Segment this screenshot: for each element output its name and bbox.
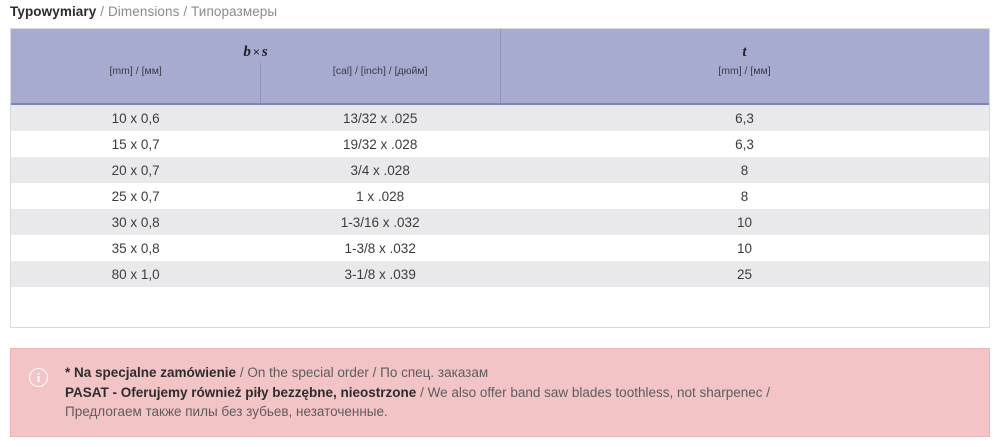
header-cell-b-x-s: [11, 29, 500, 63]
note-line-2: [65, 383, 973, 403]
page-title-sep-2: /: [179, 4, 192, 19]
cell-t: 6,3: [500, 131, 989, 157]
note-line-3: Предлогаем также пилы без зубьев, незаточенные.: [65, 404, 388, 420]
note-line-1-bold: * Na specjalne zamówienie: [65, 365, 237, 380]
table-row: [11, 209, 989, 235]
cell-bs-inch: 3-1/8 x .039: [260, 261, 500, 287]
cell-bs-inch: 1-3/8 x .032: [260, 235, 500, 261]
page-title-en: Dimensions: [107, 4, 180, 19]
spacer-cell: [500, 287, 989, 327]
cell-t: 8: [500, 157, 989, 183]
table-row: [11, 157, 989, 183]
cell-t: 10: [500, 235, 989, 261]
page-title-sep-1: /: [96, 4, 108, 19]
symbol-s: s: [261, 44, 268, 60]
cell-bs-mm: 80 x 1,0: [11, 261, 260, 287]
cell-bs-mm: 20 x 0,7: [11, 157, 260, 183]
cell-t: 10: [500, 209, 989, 235]
cell-bs-inch: 3/4 x .028: [260, 157, 500, 183]
spacer-cell: [260, 287, 500, 327]
cell-bs-mm: 30 x 0,8: [11, 209, 260, 235]
table-row: [11, 104, 989, 131]
cell-t: 25: [500, 261, 989, 287]
note-line-1: [65, 363, 973, 383]
page-title-ru: Типоразмеры: [191, 4, 278, 19]
note-line-2-bold: PASAT - Oferujemy również piły bezzębne, nieostrzone: [65, 384, 417, 400]
cell-bs-mm: 15 x 0,7: [11, 131, 260, 157]
spacer-cell: [11, 287, 260, 327]
header-units-mm: [mm] / [мм]: [11, 63, 260, 104]
table-header: [11, 29, 989, 104]
cell-bs-inch: 1-3/16 x .032: [260, 209, 500, 235]
table-row-spacer: [11, 287, 989, 327]
table-row: [11, 183, 989, 209]
table-row: [11, 131, 989, 157]
cell-bs-inch: 1 x .028: [260, 183, 500, 209]
header-units-inch: [cal] / [inch] / [дюйм]: [260, 63, 500, 104]
dimensions-table: [11, 29, 989, 327]
cell-bs-mm: 35 x 0,8: [11, 235, 260, 261]
cell-bs-mm: 10 x 0,6: [11, 104, 260, 131]
table-row: [11, 235, 989, 261]
symbol-b: b: [243, 44, 251, 60]
cell-bs-inch: 19/32 x .028: [260, 131, 500, 157]
header-cell-t: [500, 29, 989, 63]
dimensions-table-container: [10, 28, 990, 328]
page-title-pl: Typowymiary: [10, 4, 97, 19]
table-row: [11, 261, 989, 287]
symbol-t: t: [742, 44, 747, 60]
table-header-row-units: [11, 63, 989, 104]
symbol-times: ×: [252, 45, 260, 59]
cell-bs-inch: 13/32 x .025: [260, 104, 500, 131]
page-title: [10, 4, 277, 19]
table-body: [11, 104, 989, 327]
cell-bs-mm: 25 x 0,7: [11, 183, 260, 209]
cell-t: 6,3: [500, 104, 989, 131]
note-box: [10, 348, 990, 437]
cell-t: 8: [500, 183, 989, 209]
info-icon: i: [29, 368, 48, 387]
table-header-row-symbols: [11, 29, 989, 63]
note-line-2-rest: / We also offer band saw blades toothless, not sharpenec /: [416, 384, 771, 400]
header-units-t-mm: [mm] / [мм]: [500, 63, 989, 104]
note-line-1-rest: / On the special order / По спец. заказам: [236, 365, 489, 380]
